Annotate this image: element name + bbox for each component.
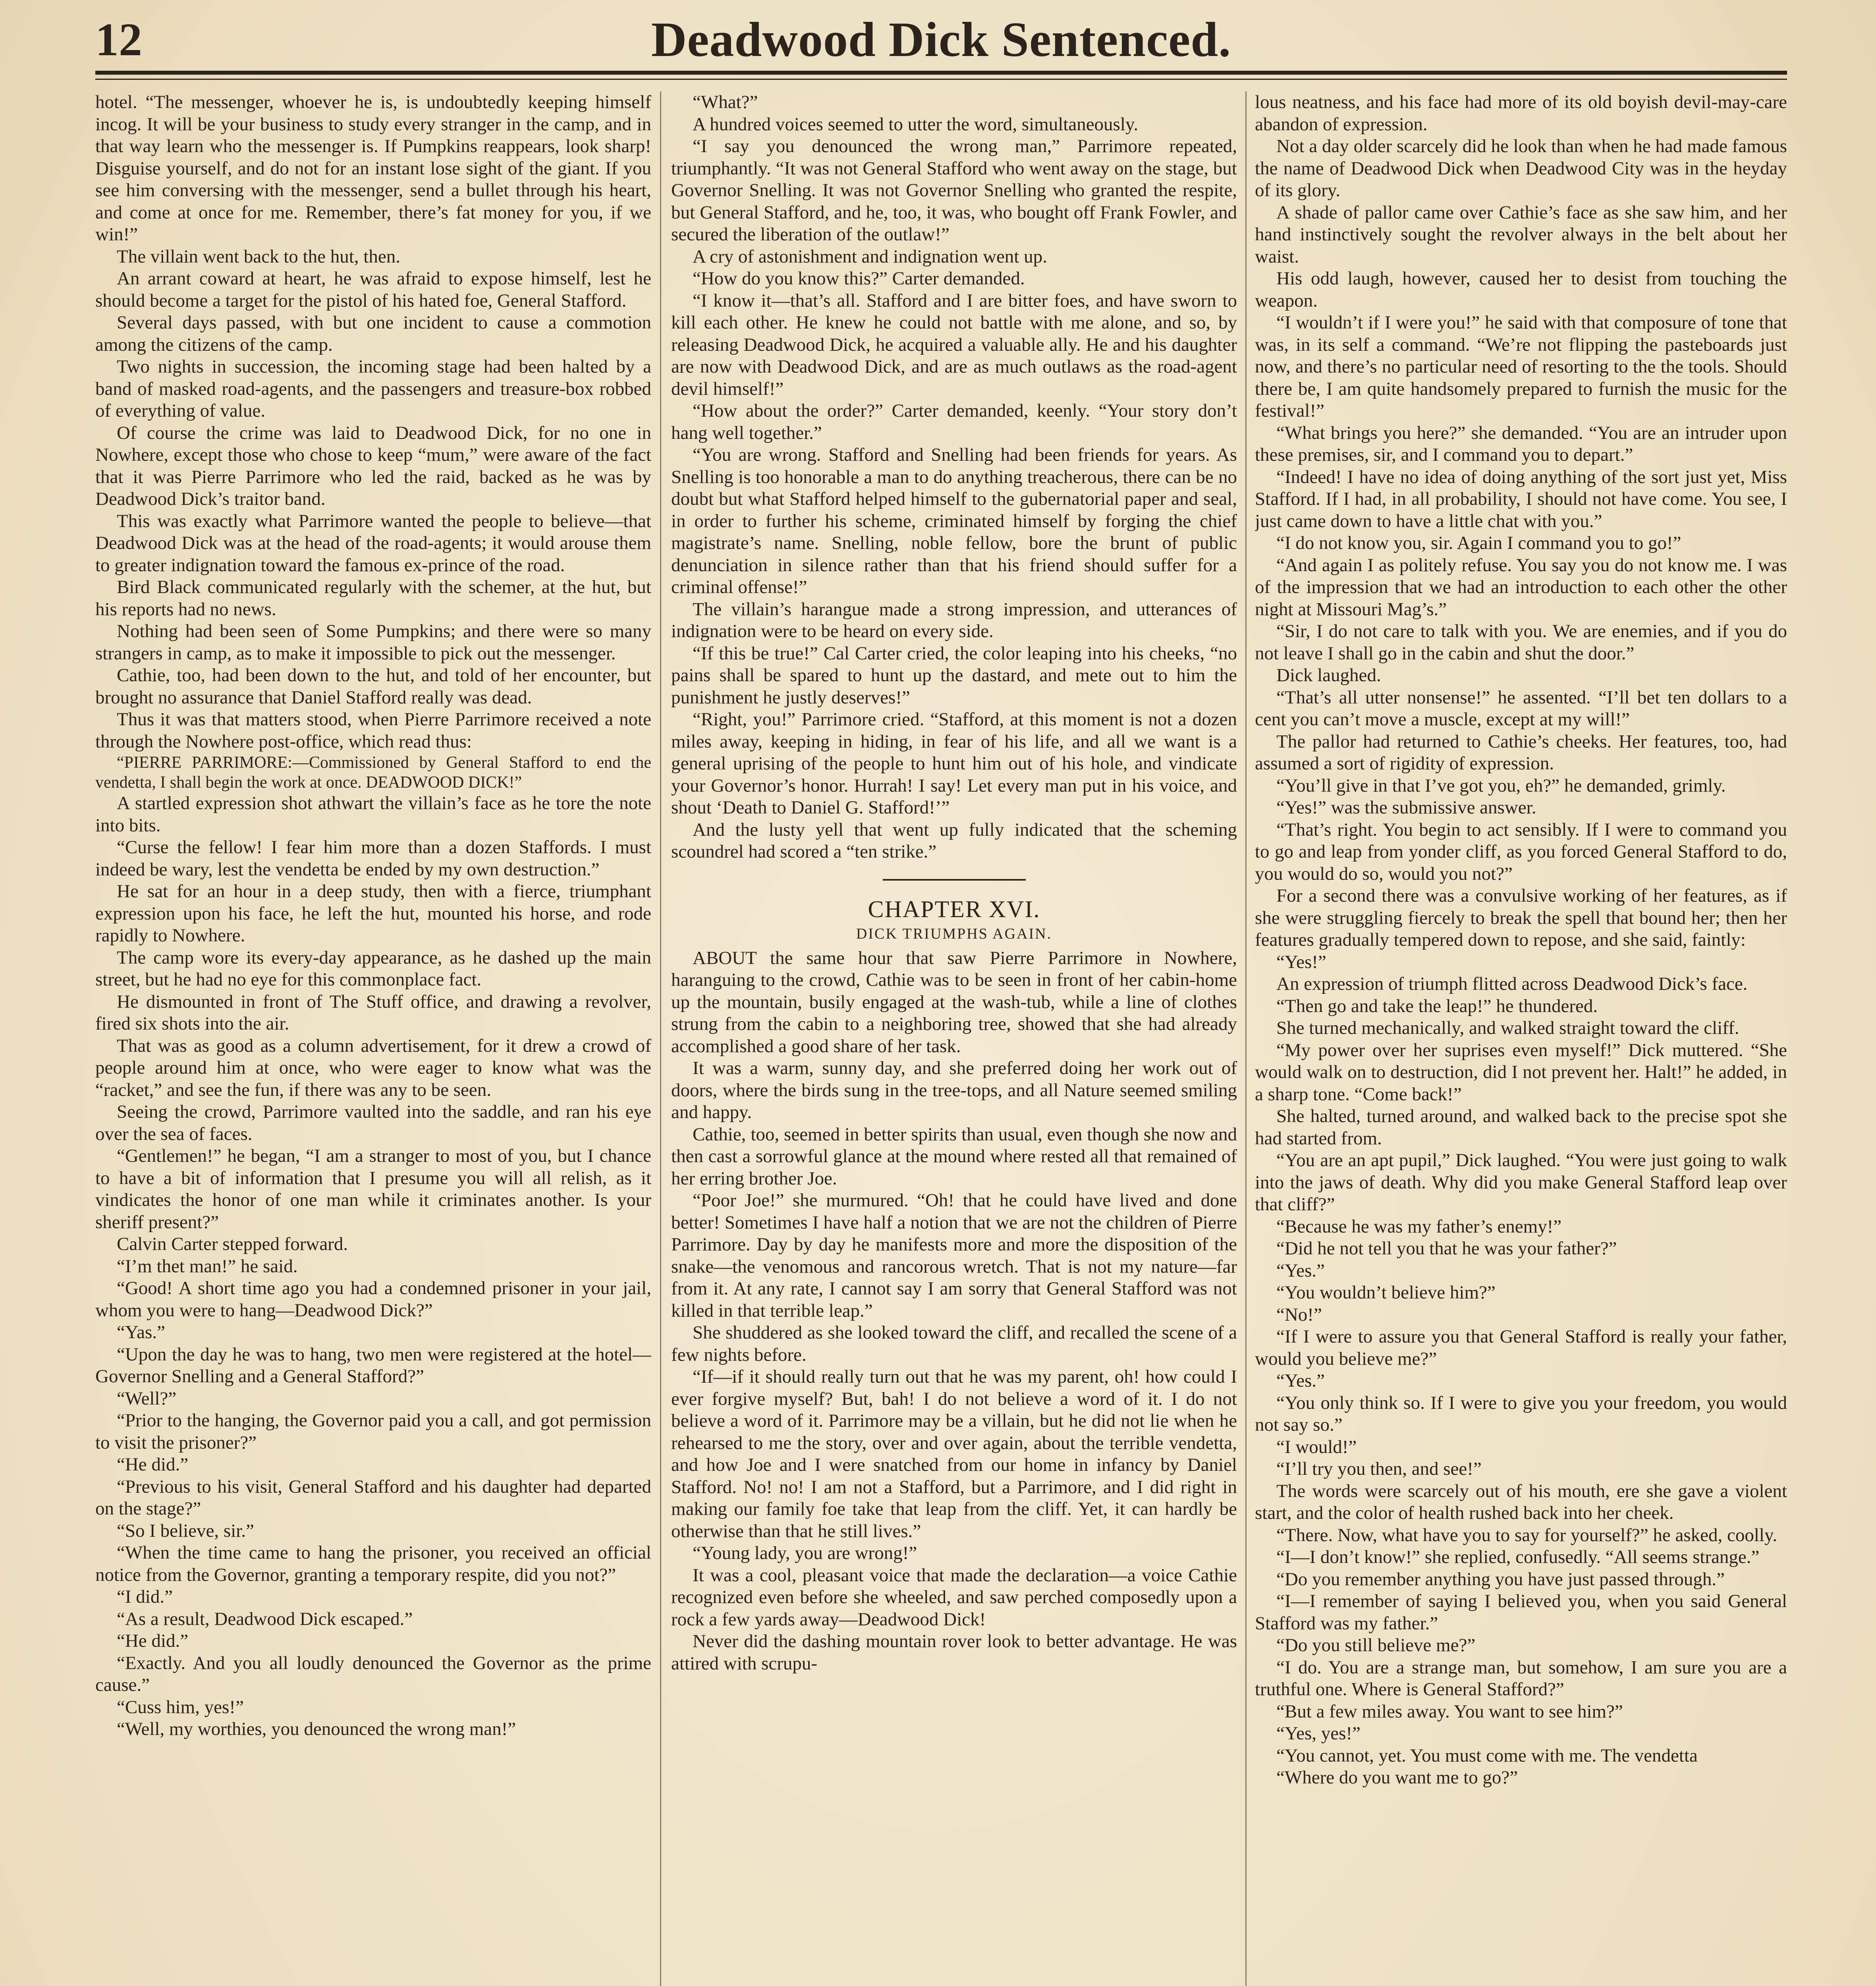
chapter-rule (883, 879, 1026, 881)
paragraph: “You only think so. If I were to give you your freedom, you would not say so.” (1255, 1392, 1787, 1435)
paragraph: “But a few miles away. You want to see him?” (1276, 1701, 1623, 1722)
paragraph: “Indeed! I have no idea of doing anything of the sort just yet, Miss Stafford. If I had, in all probability, I should not have come. You see, I just came down to have a little chat with you.” (1255, 466, 1787, 531)
paragraph: “How do you know this?” Carter demanded. (693, 268, 1025, 289)
paragraph: “I say you denounced the wrong man,” Parrimore repeated, triumphantly. “It was not General Stafford who went away on the stage, but Governor Snelling. It was not Governor Snelling who granted the respite, but General Stafford, and he, too, it was, who bought off Frank Fowler, and secured the liberation of the outlaw!” (671, 136, 1237, 245)
paragraph: “Do you remember anything you have just passed through.” (1276, 1569, 1725, 1590)
paragraph: An arrant coward at heart, he was afraid to expose himself, lest he should become a target for the pistol of his hated foe, General Stafford. (95, 268, 651, 311)
paragraph: Dick laughed. (1276, 665, 1381, 686)
paragraph: ABOUT the same hour that saw Pierre Parrimore in Nowhere, haranguing to the crowd, Cathie was to be seen in front of her cabin-home up the mountain, busily engaged at the wash-tub, while a line of clothes strung from the cabin to a neighboring tree, showed that she had already accomplished a good share of her task. (671, 947, 1237, 1057)
paragraph: She turned mechanically, and walked straight toward the cliff. (1276, 1018, 1739, 1038)
paragraph: An expression of triumph flitted across Deadwood Dick’s face. (1276, 974, 1748, 994)
paragraph: “I’m thet man!” he said. (117, 1256, 298, 1277)
paragraph: The camp wore its every-day appearance, as he dashed up the main street, but he had no eye for this commonplace fact. (95, 947, 651, 990)
paragraph: He dismounted in front of The Stuff office, and drawing a revolver, fired six shots into the air. (95, 991, 651, 1034)
paragraph: Nothing had been seen of Some Pumpkins; and there were so many strangers in camp, as to make it impossible to pick out the messenger. (95, 621, 651, 664)
paragraph: “I’ll try you then, and see!” (1276, 1459, 1482, 1479)
paragraph: A shade of pallor came over Cathie’s face as she saw him, and her hand instinctively sought the revolver always in the belt about her waist. (1255, 202, 1787, 267)
paragraph: “Yes, yes!” (1276, 1723, 1361, 1744)
paragraph: “And again I as politely refuse. You say you do not know me. I was of the impression that we had an introduction to each other the other night at Missouri Mag’s.” (1255, 554, 1787, 620)
page-number: 12 (95, 14, 142, 66)
paragraph: Not a day older scarcely did he look than when he had made famous the name of Deadwood Dick when Deadwood City was in the heyday of its glory. (1255, 136, 1787, 201)
paragraph: “Because he was my father’s enemy!” (1276, 1216, 1562, 1237)
paragraph: “Where do you want me to go?” (1276, 1767, 1518, 1788)
paragraph: Cathie, too, seemed in better spirits than usual, even though she now and then cast a sorrowful glance at the mound where rested all that remained of her erring brother Joe. (671, 1124, 1237, 1189)
paragraph: The pallor had returned to Cathie’s cheeks. Her features, too, had assumed a sort of rigidity of expression. (1255, 731, 1787, 774)
paragraph: “Poor Joe!” she murmured. “Oh! that he could have lived and done better! Sometimes I have half a notion that we are not the children of Pierre Parrimore. Day by day he manifests more and more the disposition of the snake—the venomous and rancorous wretch. That is not my nature—far from it. At any rate, I cannot say I am sorry that General Stafford was not killed in that terrible leap.” (671, 1190, 1237, 1321)
paragraph: “You wouldn’t believe him?” (1276, 1282, 1496, 1303)
paragraph: “I—I remember of saying I believed you, when you said General Stafford was my father.” (1255, 1591, 1787, 1634)
paragraph: “He did.” (117, 1454, 189, 1475)
paragraph: She halted, turned around, and walked back to the precise spot she had started from. (1255, 1106, 1787, 1149)
text-column-3 (1255, 91, 1787, 1986)
paragraph: “My power over her suprises even myself!” Dick muttered. “She would walk on to destruction, did I not prevent her. Halt!” he added, in a sharp tone. “Come back!” (1255, 1039, 1787, 1105)
paragraph: “I—I don’t know!” she replied, confusedly. “All seems strange.” (1276, 1547, 1760, 1567)
paragraph: And the lusty yell that went up fully indicated that the scheming scoundrel had scored a “ten strike.” (671, 819, 1237, 862)
paragraph: “No!” (1276, 1304, 1322, 1325)
column-divider (660, 91, 661, 1986)
paragraph: Never did the dashing mountain rover look to better advantage. He was attired with scrupu- (671, 1631, 1237, 1674)
header-rule-thin (95, 79, 1787, 80)
paragraph: “As a result, Deadwood Dick escaped.” (117, 1608, 413, 1629)
chapter-title: CHAPTER XVI. (868, 896, 1040, 922)
paragraph: lous neatness, and his face had more of its old boyish devil-may-care abandon of expression. (1255, 92, 1787, 135)
paragraph: “Exactly. And you all loudly denounced the Governor as the prime cause.” (95, 1652, 651, 1695)
paragraph: “Young lady, you are wrong!” (693, 1543, 917, 1563)
paragraph: “Do you still believe me?” (1276, 1635, 1476, 1656)
paragraph: “Yes.” (1276, 1260, 1325, 1281)
paragraph: “Right, you!” Parrimore cried. “Stafford, at this moment is not a dozen miles away, keeping in hiding, in fear of his life, and all we want is a general uprising of the people to hunt him out of his hole, and vindicate your Governor’s honor. Hurrah! I say! Let every man put in his voice, and shout ‘Death to Daniel G. Stafford!’” (671, 709, 1237, 818)
header-rule-thick (95, 71, 1787, 75)
paragraph: “Upon the day he was to hang, two men were registered at the hotel—Governor Snelling and a General Stafford?” (95, 1344, 651, 1387)
paragraph: “Yas.” (117, 1322, 165, 1343)
paragraph: It was a cool, pleasant voice that made the declaration—a voice Cathie recognized even before she wheeled, and saw perched composedly upon a rock a few yards away—Deadwood Dick! (671, 1565, 1237, 1630)
paragraph: Several days passed, with but one incident to cause a commotion among the citizens of the camp. (95, 312, 651, 355)
paragraph: “There. Now, what have you to say for yourself?” he asked, coolly. (1276, 1524, 1778, 1546)
paragraph: “He did.” (117, 1631, 189, 1651)
paragraph: “I do not know you, sir. Again I command you to go!” (1276, 533, 1681, 553)
paragraph: “Well, my worthies, you denounced the wrong man!” (117, 1719, 516, 1739)
paragraph: The words were scarcely out of his mouth, ere she gave a violent start, and the color of health rushed back into her cheek. (1255, 1480, 1787, 1523)
paragraph: “What brings you here?” she demanded. “You are an intruder upon these premises, sir, and I command you to depart.” (1255, 422, 1787, 465)
paragraph: “So I believe, sir.” (117, 1520, 254, 1541)
paragraph: Thus it was that matters stood, when Pierre Parrimore received a note through the Nowhere post-office, which read thus: (95, 709, 651, 752)
paragraph: A hundred voices seemed to utter the word, simultaneously. (693, 114, 1139, 135)
paragraph: “Yes!” was the submissive answer. (1276, 797, 1536, 818)
paragraph: “If—if it should really turn out that he was my parent, oh! how could I ever forgive myself? But, bah! I do not believe a word of it. I do not believe a word of it. Parrimore may be a villain, but he did not lie when he rehearsed to me the story, over and over again, about the terrible vendetta, and how Joe and I were snatched from our home in infancy by Daniel Stafford. No! no! I am not a Stafford, but a Parrimore, and I did right in making our family foe take that leap from the cliff. Yet, it can hardly be otherwise than that he still lives.” (671, 1366, 1237, 1542)
paragraph: “I do. You are a strange man, but somehow, I am sure you are a truthful one. Where is General Stafford?” (1255, 1657, 1787, 1700)
paragraph: For a second there was a convulsive working of her features, as if she were struggling fiercely to break the spell that bound her; then her features gradually tempered down to repose, and she said, faintly: (1255, 885, 1787, 950)
chapter-subtitle: DICK TRIUMPHS AGAIN. (856, 925, 1052, 942)
paragraph: “Yes.” (1276, 1370, 1325, 1391)
paragraph: “Yes!” (1276, 951, 1326, 972)
paragraph: A cry of astonishment and indignation went up. (693, 246, 1047, 267)
paragraph: “Good! A short time ago you had a condemned prisoner in your jail, whom you were to hang—Deadwood Dick?” (95, 1278, 651, 1321)
paragraph: This was exactly what Parrimore wanted the people to believe—that Deadwood Dick was at the head of the road-agents; it would arouse them to greater indignation toward the famous ex-prince of the road. (95, 510, 651, 576)
paragraph: A startled expression shot athwart the villain’s face as he tore the note into bits. (95, 793, 651, 836)
paragraph: “When the time came to hang the prisoner, you received an official notice from the Governor, granting a temporary respite, did you not?” (95, 1542, 651, 1585)
paragraph: She shuddered as she looked toward the cliff, and recalled the scene of a few nights before. (671, 1322, 1237, 1365)
paragraph: That was as good as a column advertisement, for it drew a crowd of people around him at once, who were eager to know what was the “racket,” and see the fun, if there was any to be seen. (95, 1035, 651, 1100)
paragraph: “Cuss him, yes!” (117, 1696, 244, 1717)
paragraph: “PIERRE PARRIMORE:—Commissioned by General Stafford to end the vendetta, I shall begin the work at once. DEADWOOD DICK!” (95, 753, 651, 792)
paragraph: “What?” (693, 92, 758, 112)
paragraph: “Prior to the hanging, the Governor paid you a call, and got permission to visit the prisoner?” (95, 1410, 651, 1453)
paragraph: “I did.” (117, 1586, 173, 1607)
paragraph: Calvin Carter stepped forward. (117, 1234, 348, 1254)
paragraph: “I know it—that’s all. Stafford and I are bitter foes, and have sworn to kill each other. He knew he could not battle with me alone, and so, by releasing Deadwood Dick, he acquired a valuable ally. He and his daughter are now with Deadwood Dick, and are as much outlaws as the road-agent devil himself!” (671, 290, 1237, 399)
paragraph: “Well?” (117, 1388, 177, 1409)
paragraph: “Did he not tell you that he was your father?” (1276, 1238, 1617, 1259)
paragraph: Seeing the crowd, Parrimore vaulted into the saddle, and ran his eye over the sea of faces. (95, 1101, 651, 1144)
paragraph: “You are wrong. Stafford and Snelling had been friends for years. As Snelling is too honorable a man to do anything treacherous, there can be no doubt but what Stafford helped himself to the gubernatorial paper and seal, in order to further his scheme, criminated himself by forging the chief magistrate’s name. Snelling, noble fellow, bore the brunt of public denunciation in silence rather than that his friend should suffer for a criminal offense!” (671, 444, 1237, 597)
paragraph: “That’s right. You begin to act sensibly. If I were to command you to go and leap from yonder cliff, as you forced General Stafford to do, you would do so, would you not?” (1255, 819, 1787, 884)
paragraph: hotel. “The messenger, whoever he is, is undoubtedly keeping himself incog. It will be your business to study every stranger in the camp, and in that way learn who the messenger is. If Pumpkins reappears, look sharp! Disguise yourself, and do not for an instant lose sight of the giant. If you see him conversing with the messenger, send a bullet through his heart, and come at once for me. Remember, there’s fat money for you, if we win!” (95, 92, 651, 245)
paragraph: “Then go and take the leap!” he thundered. (1276, 995, 1598, 1016)
paragraph: “How about the order?” Carter demanded, keenly. “Your story don’t hang well together.” (671, 400, 1237, 443)
running-title: Deadwood Dick Sentenced. (651, 12, 1231, 67)
paragraph: “You are an apt pupil,” Dick laughed. “You were just going to walk into the jaws of death. Why did you make General Stafford leap over that cliff?” (1255, 1150, 1787, 1215)
column-divider (1245, 91, 1247, 1986)
paragraph: “That’s all utter nonsense!” he assented. “I’ll bet ten dollars to a cent you can’t move a muscle, except at my will!” (1255, 687, 1787, 730)
paragraph: His odd laugh, however, caused her to desist from touching the weapon. (1255, 268, 1787, 311)
paragraph: “Curse the fellow! I fear him more than a dozen Staffords. I must indeed be wary, lest the vendetta be ended by my own destruction.” (95, 837, 651, 880)
page-header (95, 12, 1787, 68)
paragraph: “You’ll give in that I’ve got you, eh?” he demanded, grimly. (1276, 775, 1726, 796)
paragraph: “You cannot, yet. You must come with me. The vendetta (1276, 1745, 1698, 1766)
paragraph: “If this be true!” Cal Carter cried, the color leaping into his cheeks, “no pains shall be spared to hunt up the dastard, and mete out to him the punishment he justly deserves!” (671, 643, 1237, 708)
paragraph: “I would!” (1276, 1436, 1357, 1457)
text-column-2 (671, 91, 1237, 1986)
paragraph: Two nights in succession, the incoming stage had been halted by a band of masked road-agents, and the passengers and treasure-box robbed of everything of value. (95, 356, 651, 421)
paragraph: “I wouldn’t if I were you!” he said with that composure of tone that was, in its self a command. “We’re not flipping the pasteboards just now, and there’s no particular need of resorting to the the tools. Should there be, I am quite handsomely prepared to furnish the music for the festival!” (1255, 312, 1787, 421)
paragraph: He sat for an hour in a deep study, then with a fierce, triumphant expression upon his face, he left the hut, mounted his horse, and rode rapidly to Nowhere. (95, 881, 651, 946)
paragraph: The villain’s harangue made a strong impression, and utterances of indignation were to be heard on every side. (671, 599, 1237, 641)
text-column-1 (95, 91, 651, 1986)
paragraph: “If I were to assure you that General Stafford is really your father, would you believe me?” (1255, 1326, 1787, 1369)
paragraph: “Sir, I do not care to talk with you. We are enemies, and if you do not leave I shall go in the cabin and shut the door.” (1255, 621, 1787, 664)
paragraph: Of course the crime was laid to Deadwood Dick, for no one in Nowhere, except those who chose to keep “mum,” were aware of the fact that it was Pierre Parrimore who led the raid, backed as he was by Deadwood Dick’s traitor band. (95, 422, 651, 509)
paragraph: The villain went back to the hut, then. (117, 246, 400, 267)
paragraph: It was a warm, sunny day, and she preferred doing her work out of doors, where the birds sung in the tree-tops, and all Nature seemed smiling and happy. (671, 1058, 1237, 1122)
paragraph: “Gentlemen!” he began, “I am a stranger to most of you, but I chance to have a bit of information that I presume you will all relish, as it vindicates the honor of one man while it criminates another. Is your sheriff present?” (95, 1146, 651, 1233)
paragraph: Bird Black communicated regularly with the schemer, at the hut, but his reports had no news. (95, 577, 651, 620)
paragraph: Cathie, too, had been down to the hut, and told of her encounter, but brought no assurance that Daniel Stafford really was dead. (95, 665, 651, 708)
paragraph: “Previous to his visit, General Stafford and his daughter had departed on the stage?” (95, 1476, 651, 1519)
